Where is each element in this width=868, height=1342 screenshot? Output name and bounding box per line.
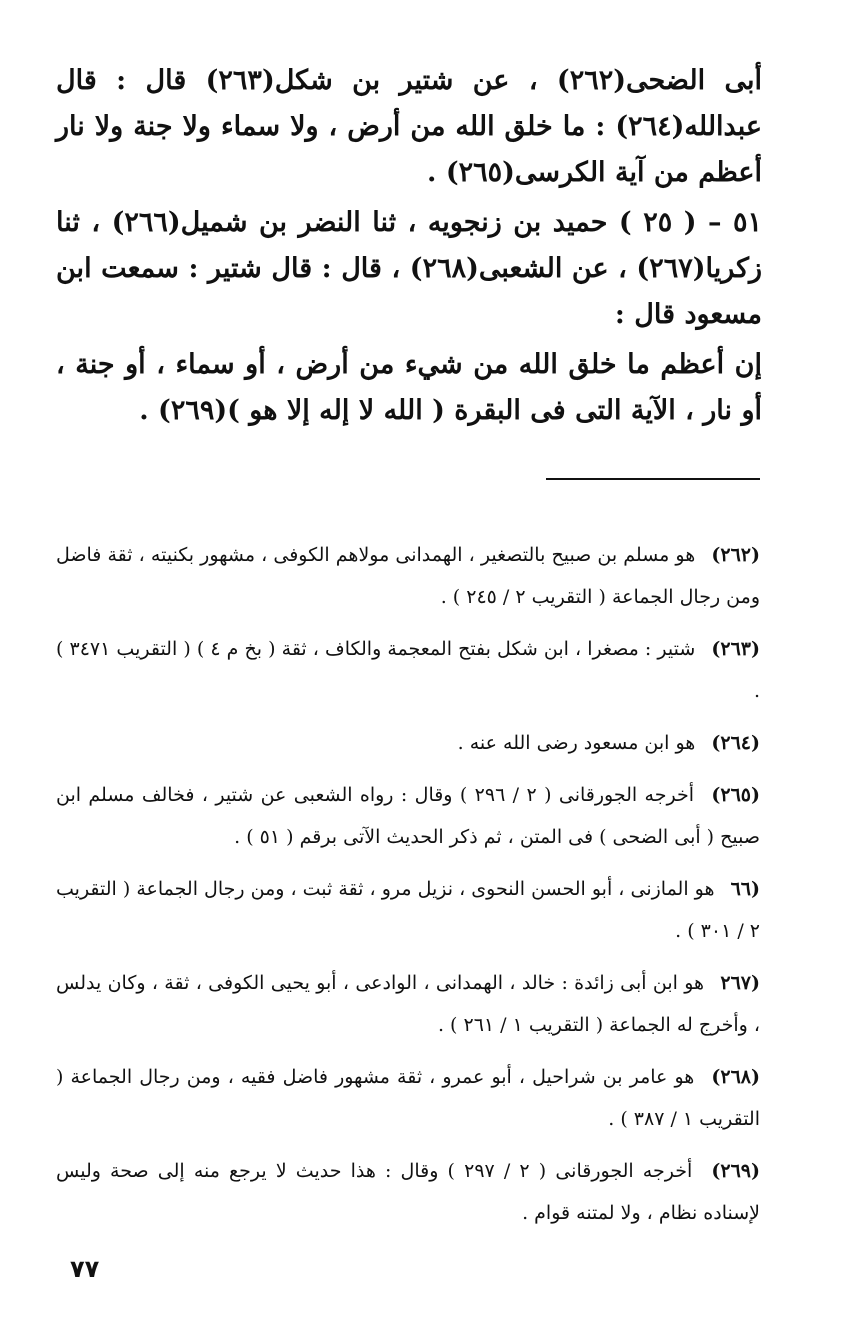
footnote-number: (٦٦ — [730, 878, 760, 900]
footnote-divider — [546, 478, 760, 480]
footnote-text: هو ابن مسعود رضى الله عنه . — [457, 732, 696, 754]
footnote-number: (٢٦٥) — [711, 784, 761, 806]
main-paragraph-1: أبى الضحى(٢٦٢) ، عن شتير بن شكل(٢٦٣) قال : قال عبدالله(٢٦٤) : ما خلق الله من أرض ، ولا سماء ولا جنة ولا نار أعظم من آية الكرسى(٢٦٥) . — [56, 65, 762, 188]
footnote-text: هو عامر بن شراحيل ، أبو عمرو ، ثقة مشهور فاضل فقيه ، ومن رجال الجماعة ( التقريب ١ / ٣٨٧ ) . — [56, 1066, 760, 1130]
footnote-text: هو ابن أبى زائدة : خالد ، الهمدانى ، الوادعى ، أبو يحيى الكوفى ، ثقة ، وكان يدلس ، وأخرج له الجماعة ( التقريب ١ / ٢٦١ ) . — [56, 972, 760, 1036]
footnote-number: (٢٦٩) — [711, 1160, 760, 1182]
footnote-262 — [56, 534, 760, 618]
footnote-text: شتير : مصغرا ، ابن شكل بفتح المعجمة والكاف ، ثقة ( بخ م ٤ ) ( التقريب ٣٤٧١ ) . — [56, 638, 760, 702]
footnote-text: أخرجه الجورقانى ( ٢ / ٢٩٧ ) وقال : هذا حديث لا يرجع منه إلى صحة وليس لإسناده نظام ، ولا لمتنه قوام . — [56, 1160, 760, 1224]
footnote-number: (٢٦٣) — [711, 638, 761, 660]
footnote-number: (٢٦٧ — [720, 972, 760, 994]
main-paragraph-2: ٥١ – ( ٢٥ ) حميد بن زنجويه ، ثنا النضر بن شميل(٢٦٦) ، ثنا زكريا(٢٦٧) ، عن الشعبى(٢٦٨) ، قال : قال شتير : سمعت ابن مسعود قال : — [56, 207, 763, 330]
page-number: ٧٧ — [70, 1255, 100, 1283]
footnote-267 — [56, 962, 760, 1046]
footnote-number: (٢٦٢) — [711, 544, 761, 566]
main-text — [56, 58, 762, 434]
footnotes — [56, 534, 760, 1244]
main-paragraph-3: إن أعظم ما خلق الله من شيء من أرض ، أو سماء ، أو جنة ، أو نار ، الآية التى فى البقرة ( الله لا إله إلا هو )(٢٦٩) . — [56, 349, 762, 426]
footnote-text: أخرجه الجورقانى ( ٢ / ٢٩٦ ) وقال : رواه الشعبى عن شتير ، فخالف مسلم ابن صبيح ( أبى الضحى ) فى المتن ، ثم ذكر الحديث الآتى برقم ( ٥١ ) . — [56, 784, 760, 848]
footnote-266 — [56, 868, 760, 952]
footnote-number: (٢٦٨) — [711, 1066, 761, 1088]
footnote-text: هو المازنى ، أبو الحسن النحوى ، نزيل مرو ، ثقة ثبت ، ومن رجال الجماعة ( التقريب ٢ / ٣٠١ ) . — [56, 878, 760, 942]
footnote-text: هو مسلم بن صبيح بالتصغير ، الهمدانى مولاهم الكوفى ، مشهور بكنيته ، ثقة فاضل ومن رجال الجماعة ( التقريب ٢ / ٢٤٥ ) . — [56, 544, 760, 608]
footnote-269 — [56, 1150, 760, 1234]
footnote-268 — [56, 1056, 760, 1140]
footnote-264 — [56, 722, 760, 764]
footnote-263 — [56, 628, 760, 712]
footnote-265 — [56, 774, 760, 858]
footnote-number: (٢٦٤) — [711, 732, 760, 754]
